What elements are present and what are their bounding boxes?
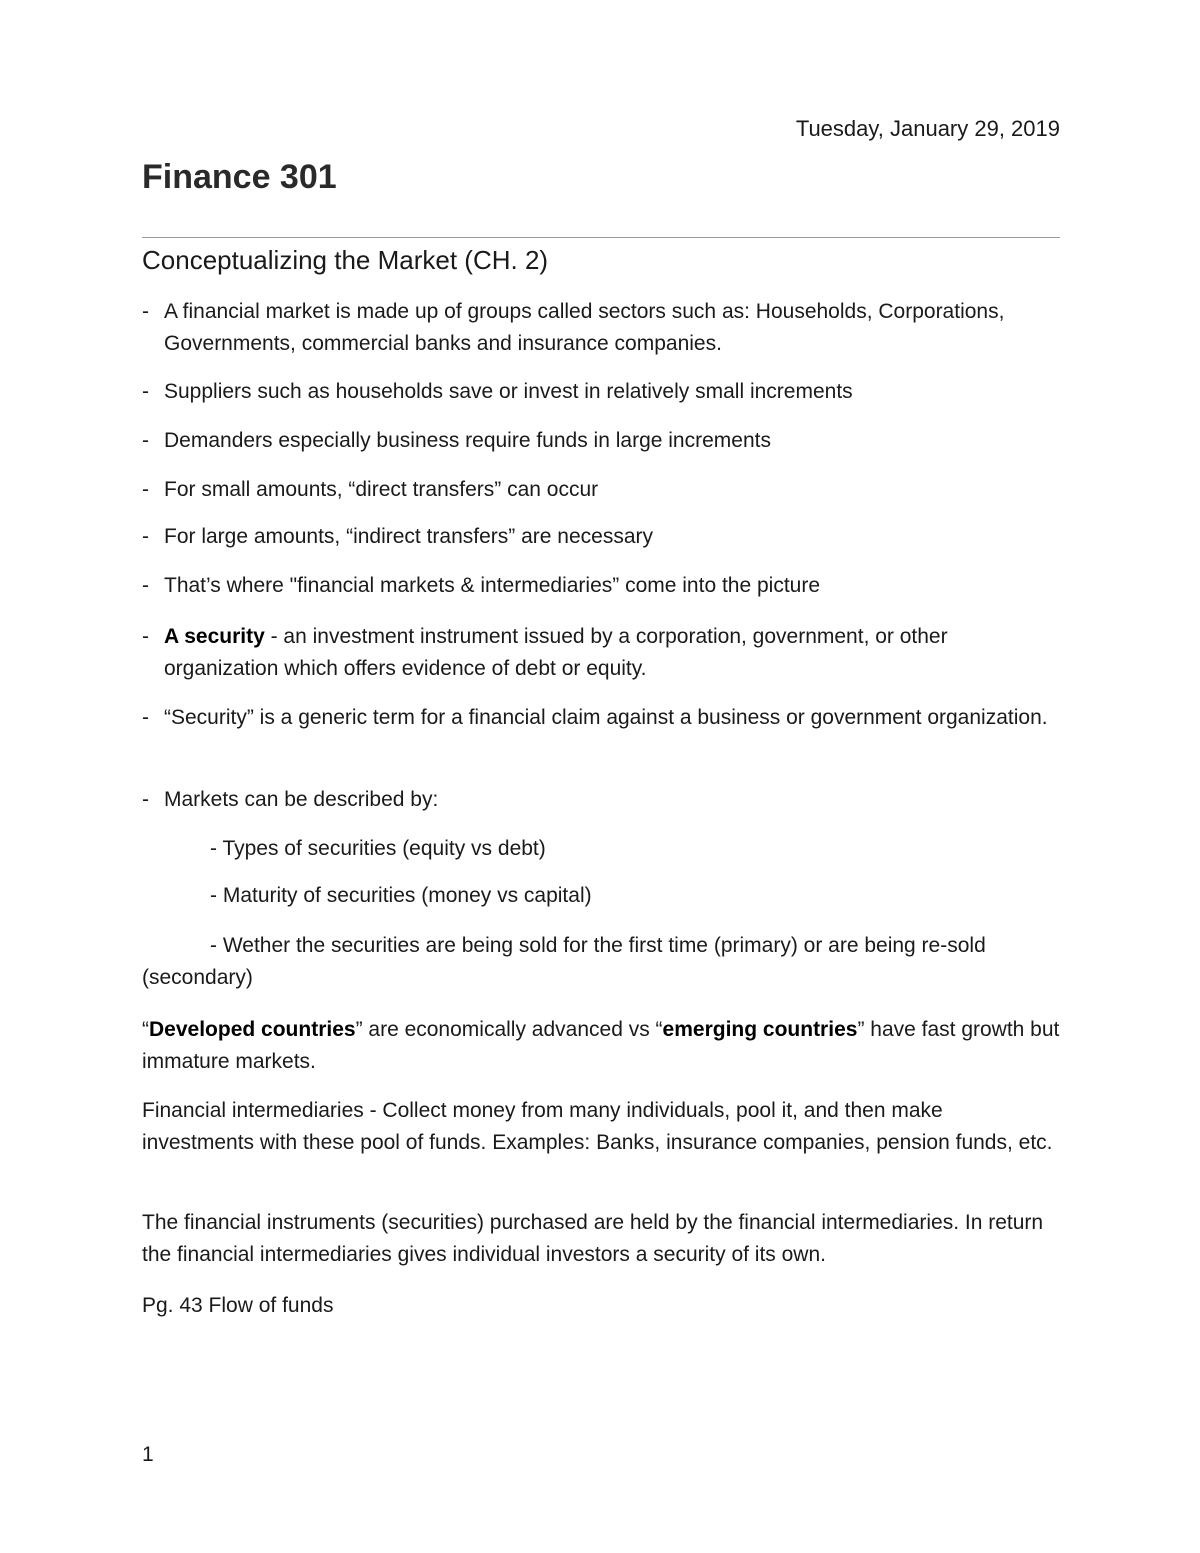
paragraph-text: ” have fast growth but immature markets. [142,1018,1060,1073]
title-divider [142,237,1060,238]
sub-list-item [142,880,1060,912]
bullet-item [142,784,1060,816]
bullet-text: For small amounts, “direct transfers” can occur [164,478,599,501]
bullet-item [142,425,1060,457]
bullet-text: A financial market is made up of groups called sectors such as: Households, Corporations, Governments, commercial banks and insurance companies. [164,300,1005,355]
sub-list-item [142,930,1060,994]
bullet-marker: - [142,625,149,648]
bullet-item [142,702,1060,734]
bullet-text: That’s where "financial markets & intermediaries” come into the picture [164,574,821,597]
bullet-item-security-definition [142,621,1060,685]
definition-text: - an investment instrument issued by a corporation, government, or other organization which offers evidence of debt or equity. [164,625,948,680]
bullet-item [142,570,1060,602]
bullet-item [142,376,1060,408]
bullet-text: Demanders especially business require funds in large increments [164,429,771,452]
sub-item-text: - Types of securities (equity vs debt) [210,837,546,860]
bullet-marker: - [142,788,149,811]
bullet-marker: - [142,300,149,323]
term-security: A security [164,625,265,648]
bullet-text: “Security” is a generic term for a financial claim against a business or government organization. [164,706,1048,729]
paragraph-developed-emerging [142,1014,1060,1078]
bullet-marker: - [142,380,149,403]
term-developed-countries: Developed countries [149,1018,356,1041]
section-heading: Conceptualizing the Market (CH. 2) [142,245,549,275]
bullet-marker: - [142,429,149,452]
quote-mark: “ [142,1018,149,1041]
paragraph-financial-intermediaries: Financial intermediaries - Collect money from many individuals, pool it, and then make investments with these pool of funds. Examples: Banks, insurance companies, pension funds, etc. [142,1099,1053,1154]
page-reference: Pg. 43 Flow of funds [142,1294,334,1317]
term-emerging-countries: emerging countries [662,1018,858,1041]
bullet-marker: - [142,478,149,501]
document-date: Tuesday, January 29, 2019 [795,116,1060,141]
bullet-item [142,521,1060,553]
bullet-text: For large amounts, “indirect transfers” are necessary [164,525,654,548]
bullet-item [142,474,1060,506]
page-number: 1 [142,1443,154,1466]
sub-item-text: - Maturity of securities (money vs capital) [210,884,592,907]
bullet-marker: - [142,525,149,548]
paragraph-financial-instruments: The financial instruments (securities) purchased are held by the financial intermediaries. In return the financial intermediaries gives individual investors a security of its own. [142,1211,1044,1266]
bullet-text: Markets can be described by: [164,788,439,811]
bullet-text: Suppliers such as households save or invest in relatively small increments [164,380,853,403]
document-title: Finance 301 [142,158,337,196]
sub-item-text: - Wether the securities are being sold for the first time (primary) or are being re-sold (secondary) [142,934,986,989]
sub-list-item [142,833,1060,865]
bullet-marker: - [142,574,149,597]
bullet-text [164,621,1060,685]
bullet-marker: - [142,706,149,729]
bullet-item [142,296,1060,360]
paragraph-text: ” are economically advanced vs “ [355,1018,663,1041]
